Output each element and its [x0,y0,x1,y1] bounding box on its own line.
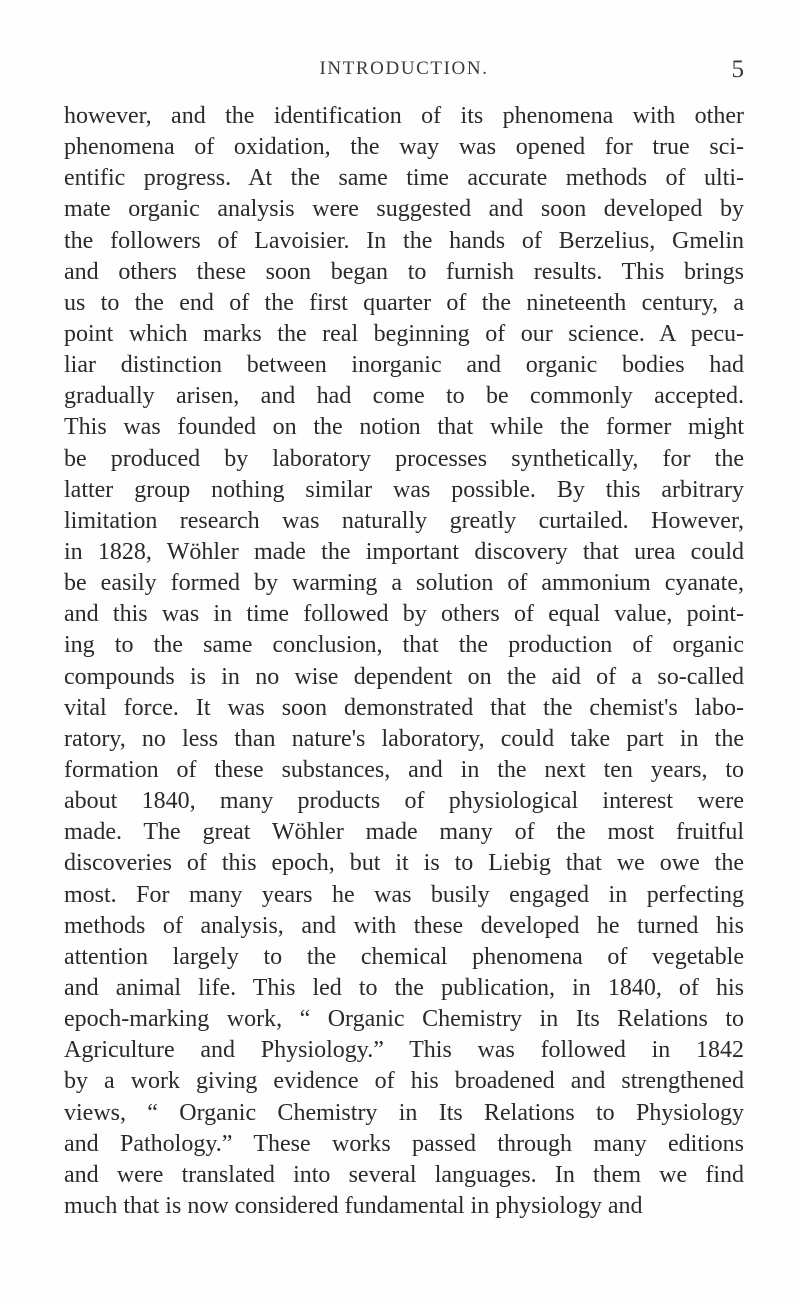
text-line: phenomena of oxidation, the way was opened for true sci- [64,134,744,161]
page-number: 5 [731,56,744,83]
text-line: ing to the same conclusion, that the production of organic [64,632,744,659]
text-line: most. For many years he was busily engaged in perfecting [64,881,744,908]
text-line: liar distinction between inorganic and organic bodies had [64,352,744,379]
text-line: methods of analysis, and with these developed he turned his [64,912,744,939]
text-line: the followers of Lavoisier. In the hands of Berzelius, Gmelin [64,227,744,254]
text-line: entific progress. At the same time accurate methods of ulti- [64,165,744,192]
text-line: point which marks the real beginning of our science. A pecu- [64,320,744,347]
text-line: and were translated into several languages. In them we find [64,1161,744,1188]
text-line: views, “ Organic Chemistry in Its Relations to Physiology [64,1099,744,1126]
text-line: epoch-marking work, “ Organic Chemistry in Its Relations to [64,1006,744,1033]
text-line: limitation research was naturally greatly curtailed. However, [64,507,744,534]
text-line: Agriculture and Physiology.” This was followed in 1842 [64,1037,744,1064]
text-line: vital force. It was soon demonstrated that the chemist's labo- [64,694,744,721]
text-line: made. The great Wöhler made many of the most fruitful [64,819,744,846]
text-line: and Pathology.” These works passed through many editions [64,1130,744,1157]
text-line: by a work giving evidence of his broadened and strengthened [64,1068,744,1095]
running-title: INTRODUCTION. [319,58,489,79]
text-line: attention largely to the chemical phenomena of vegetable [64,943,744,970]
running-head [64,56,744,90]
text-line: much that is now considered fundamental in physiology and [64,1192,643,1219]
text-line: be easily formed by warming a solution of ammonium cyanate, [64,570,744,597]
text-line: however, and the identification of its phenomena with other [64,103,744,129]
text-line: ratory, no less than nature's laboratory, could take part in the [64,725,744,752]
text-line: This was founded on the notion that while the former might [64,414,744,441]
text-line: and this was in time followed by others of equal value, point- [64,601,744,628]
text-line: be produced by laboratory processes synthetically, for the [64,445,744,472]
body-text [64,101,744,1222]
text-line: compounds is in no wise dependent on the aid of a so-called [64,663,744,690]
text-line: and animal life. This led to the publication, in 1840, of his [64,974,744,1001]
text-line: in 1828, Wöhler made the important discovery that urea could [64,538,744,565]
text-line: us to the end of the first quarter of the nineteenth century, a [64,289,744,316]
text-line: mate organic analysis were suggested and soon developed by [64,196,744,223]
text-line: formation of these substances, and in the next ten years, to [64,756,744,783]
text-line: gradually arisen, and had come to be commonly accepted. [64,383,744,410]
text-line: about 1840, many products of physiological interest were [64,788,744,815]
text-line: and others these soon began to furnish results. This brings [64,258,744,285]
text-line: discoveries of this epoch, but it is to Liebig that we owe the [64,850,744,877]
text-line: latter group nothing similar was possible. By this arbitrary [64,476,744,503]
